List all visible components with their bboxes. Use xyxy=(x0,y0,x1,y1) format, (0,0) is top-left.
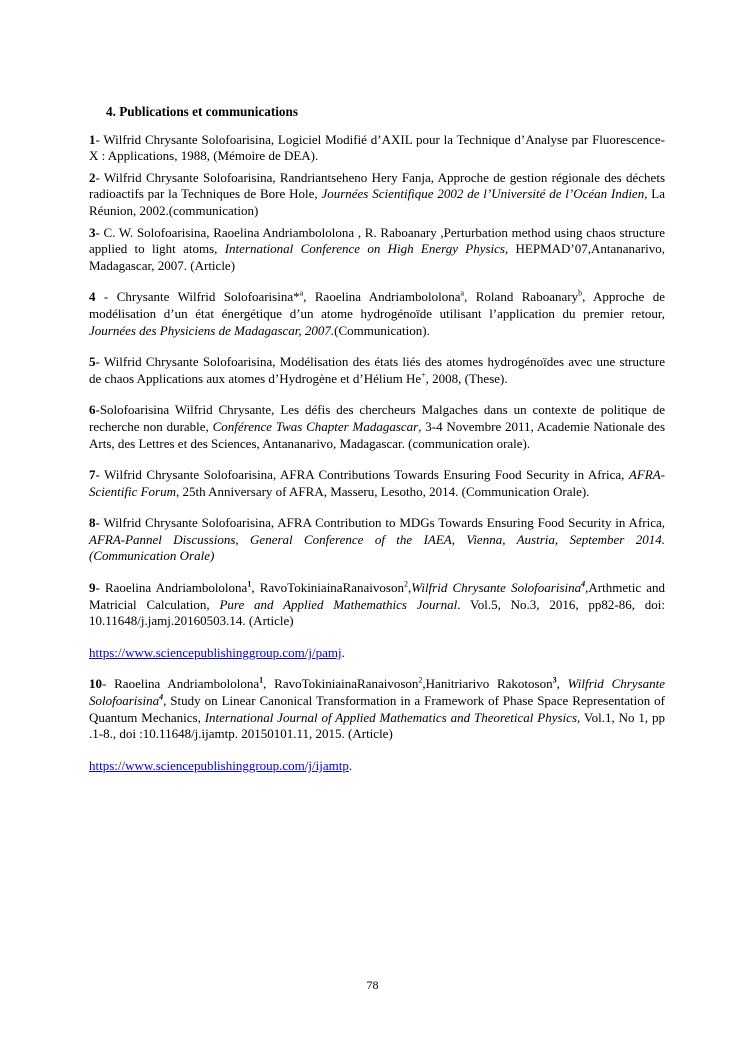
publication-10: 10- Raoelina Andriambololona$^1$, RavoTokiniainaRanaivoson$^2$,Hanitriarivo Rakotoson$^3$, Wilfrid Chrysante Solofoarisina$^4$, Study on Linear Canonical Transformation in a Framework of Phase Space Representation of Quantum Mechanics, International Journal of Applied Mathematics and Theoretical Physics, Vol.1, No 1, pp .1-8., doi :10.11648/j.ijamtp. 20150101.11, 2015. (Article) xyxy=(89,676,666,742)
link-pamj[interactable]: https://www.sciencepublishinggroup.com/j/pamj xyxy=(89,644,342,660)
publication-5: 5- Wilfrid Chrysante Solofoarisina, Modélisation des états liés des atomes hydrogénoïdes avec une structure de chaos Applications aux atomes d’Hydrogène et d’Hélium He+, 2008, (These). xyxy=(89,354,665,386)
link-paragraph-pamj: https://www.sciencepublishinggroup.com/j/pamj. xyxy=(89,644,345,660)
publication-6: 6-Solofoarisina Wilfrid Chrysante, Les défis des chercheurs Malgaches dans un contexte de politique de recherche non durable, Conférence Twas Chapter Madagascar, 3-4 Novembre 2011, Academie Nationale des Arts, des Lettres et des Sciences, Antananarivo, Madagascar. (communication orale). xyxy=(89,402,665,451)
section-heading: 4. Publications et communications xyxy=(106,104,298,119)
page-number: 78 xyxy=(366,978,379,992)
publication-7: 7- Wilfrid Chrysante Solofoarisina, AFRA Contributions Towards Ensuring Food Security in Africa, AFRA-Scientific Forum, 25th Anniversary of AFRA, Masseru, Lesotho, 2014. (Communication Orale). xyxy=(89,467,665,499)
publication-4: 4 - Chrysante Wilfrid Solofoarisina*$^a$, Raoelina Andriambololona$^a$, Roland Raboanary$^b$, Approche de modélisation d’un état énergétique d’un atome hydrogénoïde utilisant l’application du premier retour, Journées des Physiciens de Madagascar, 2007.(Communication). xyxy=(89,289,666,338)
publication-3: 3- C. W. Solofoarisina, Raoelina Andriambololona , R. Raboanary ,Perturbation method using chaos structure applied to light atoms, International Conference on High Energy Physics, HEPMAD’07,Antananarivo, Madagascar, 2007. (Article) xyxy=(89,224,665,273)
publication-1: 1- Wilfrid Chrysante Solofoarisina, Logiciel Modifié d’AXIL pour la Technique d’Analyse par Fluorescence-X : Applications, 1988, (Mémoire de DEA). xyxy=(89,131,665,164)
publication-9: 9- Raoelina Andriambololona$^1$, RavoTokiniainaRanaivoson$^2$,Wilfrid Chrysante Solofoarisina$^4$,Arthmetic and Matricial Calculation, Pure and Applied Mathemathics Journal. Vol.5, No.3, 2016, pp82-86, doi: 10.11648/j.jamj.20160503.14. (Article) xyxy=(89,579,666,629)
publication-8: 8- Wilfrid Chrysante Solofoarisina, AFRA Contribution to MDGs Towards Ensuring Food Security in Africa, AFRA-Pannel Discussions, General Conference of the IAEA, Vienna, Austria, September 2014.(Communication Orale) xyxy=(89,515,665,564)
publication-2: 2- Wilfrid Chrysante Solofoarisina, Randriantseheno Hery Fanja, Approche de gestion régionale des déchets radioactifs par la Techniques de Bore Hole, Journées Scientifique 2002 de l’Université de l’Océan Indien, La Réunion, 2002.(communication) xyxy=(89,169,665,218)
link-paragraph-ijamtp: https://www.sciencepublishinggroup.com/j/ijamtp. xyxy=(89,757,353,773)
link-ijamtp[interactable]: https://www.sciencepublishinggroup.com/j/ijamtp xyxy=(89,757,349,773)
document-body xyxy=(89,104,665,789)
